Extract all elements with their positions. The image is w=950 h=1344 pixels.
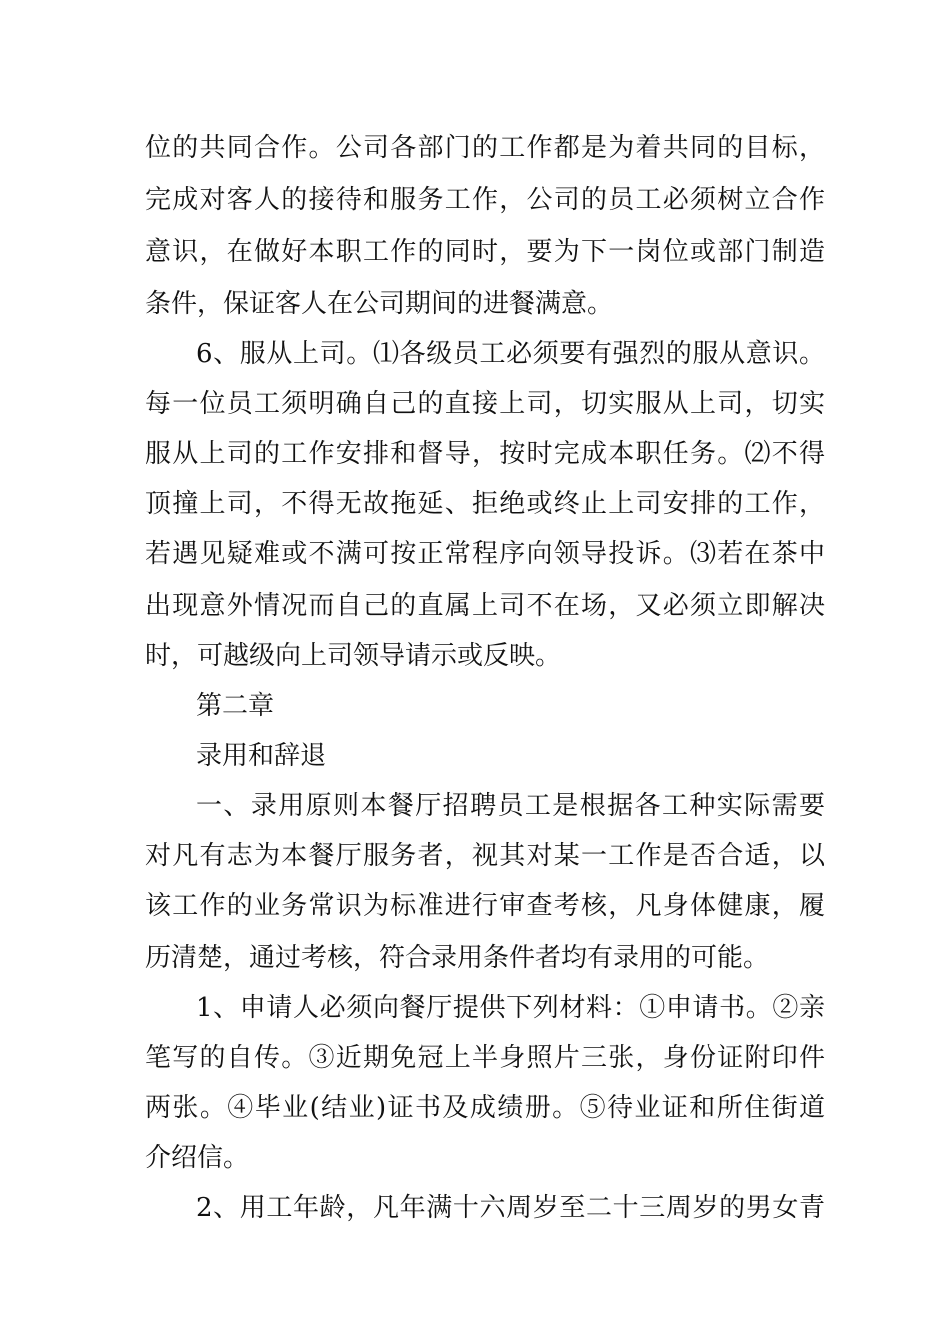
text-line: 对凡有志为本餐厅服务者，视其对某一工作是否合适，以	[145, 841, 825, 871]
text-line: 历清楚，通过考核，符合录用条件者均有录用的可能。	[145, 943, 770, 973]
paragraph-first-line: 1、申请人必须向餐厅提供下列材料：①申请书。②亲	[196, 993, 825, 1023]
text-line: 时，可越级向上司领导请示或反映。	[145, 641, 562, 671]
text-line: 笔写的自传。③近期免冠上半身照片三张，身份证附印件	[145, 1043, 825, 1073]
text-line: 介绍信。	[145, 1143, 250, 1173]
section-heading: 录用和辞退	[196, 741, 327, 771]
paragraph-first-line: 2、用工年龄，凡年满十六周岁至二十三周岁的男女青	[196, 1193, 825, 1223]
text-line: 每一位员工须明确自己的直接上司，切实服从上司，切实	[145, 389, 825, 419]
text-line: 位的共同合作。公司各部门的工作都是为着共同的目标，	[145, 133, 825, 163]
text-line: 完成对客人的接待和服务工作，公司的员工必须树立合作	[145, 185, 825, 215]
text-line: 顶撞上司，不得无故拖延、拒绝或终止上司安排的工作，	[145, 489, 825, 519]
text-line: 意识，在做好本职工作的同时，要为下一岗位或部门制造	[145, 237, 825, 267]
text-line: 两张。④毕业(结业)证书及成绩册。⑤待业证和所住街道	[145, 1093, 825, 1123]
text-line: 若遇见疑难或不满可按正常程序向领导投诉。⑶若在茶中	[145, 539, 825, 569]
text-line: 服从上司的工作安排和督导，按时完成本职任务。⑵不得	[145, 439, 825, 469]
text-line: 条件，保证客人在公司期间的进餐满意。	[145, 289, 614, 319]
paragraph-first-line: 一、录用原则本餐厅招聘员工是根据各工种实际需要	[196, 791, 825, 821]
paragraph-first-line: 6、服从上司。⑴各级员工必须要有强烈的服从意识。	[196, 339, 825, 369]
text-line: 该工作的业务常识为标准进行审查考核，凡身体健康，履	[145, 891, 825, 921]
text-line: 出现意外情况而自己的直属上司不在场，又必须立即解决	[145, 591, 825, 621]
chapter-heading: 第二章	[196, 691, 275, 721]
